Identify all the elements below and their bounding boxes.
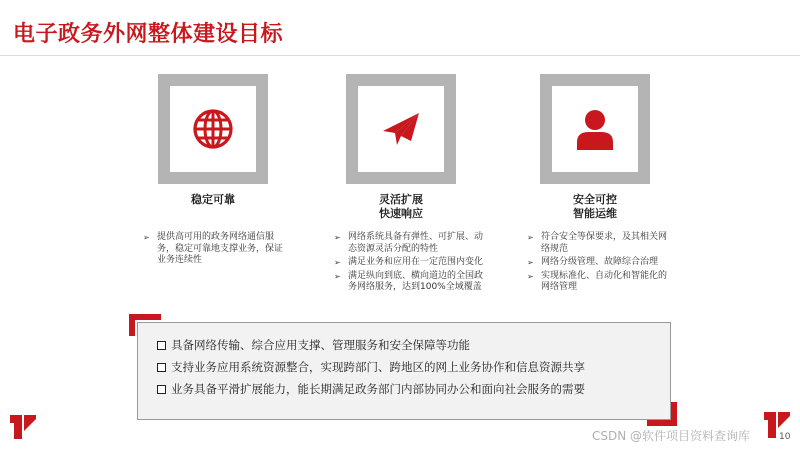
corner-accent <box>129 314 135 336</box>
checkbox-bullet-icon <box>157 341 166 350</box>
globe-icon-frame <box>158 74 268 184</box>
column-bullets-flexibility <box>334 232 484 296</box>
list-item: ➢ 提供高可用的政务网络通信服务，稳定可靠地支撑业务，保证业务连续性 <box>143 232 288 267</box>
checkbox-bullet-icon <box>157 363 166 372</box>
column-bullets-security <box>527 232 672 296</box>
column-title-security: 安全可控 智能运维 <box>573 193 617 220</box>
summary-item: 具备网络传输、综合应用支撑、管理服务和安全保障等功能 <box>157 338 585 353</box>
list-item: ➢ 满足纵向到底、横向道边的全国政务网络服务，达到100%全域覆盖 <box>334 271 484 294</box>
watermark: CSDN @软件项目资料查询库 <box>592 429 751 443</box>
slide-title: 电子政务外网整体建设目标 <box>13 22 284 47</box>
list-item: ➢ 网络分级管理、故障综合治理 <box>527 257 672 269</box>
summary-list <box>157 338 585 404</box>
paper-plane-icon <box>381 111 421 147</box>
title-divider <box>0 55 800 56</box>
list-item: ➢ 网络系统具备有弹性、可扩展、动态资源灵活分配的特性 <box>334 232 484 255</box>
user-icon-frame <box>540 74 650 184</box>
summary-item: 支持业务应用系统资源整合，实现跨部门、跨地区的网上业务协作和信息资源共享 <box>157 360 585 375</box>
list-item: ➢ 符合安全等保要求，及其相关网络规范 <box>527 232 672 255</box>
user-icon <box>575 108 615 150</box>
page-number: 10 <box>779 432 791 442</box>
corner-accent <box>671 402 677 426</box>
list-item: ➢ 满足业务和应用在一定范围内变化 <box>334 257 484 269</box>
summary-item: 业务具备平滑扩展能力，能长期满足政务部门内部协同办公和面向社会服务的需要 <box>157 382 585 397</box>
column-title-stability: 稳定可靠 <box>191 193 235 206</box>
red-corner-shape-icon <box>8 411 38 441</box>
paper-plane-icon-frame <box>346 74 456 184</box>
checkbox-bullet-icon <box>157 385 166 394</box>
globe-icon <box>192 108 234 150</box>
column-title-flexibility: 灵活扩展 快速响应 <box>379 193 423 220</box>
column-bullets-stability <box>143 232 288 269</box>
list-item: ➢ 实现标准化、自动化和智能化的网络管理 <box>527 271 672 294</box>
